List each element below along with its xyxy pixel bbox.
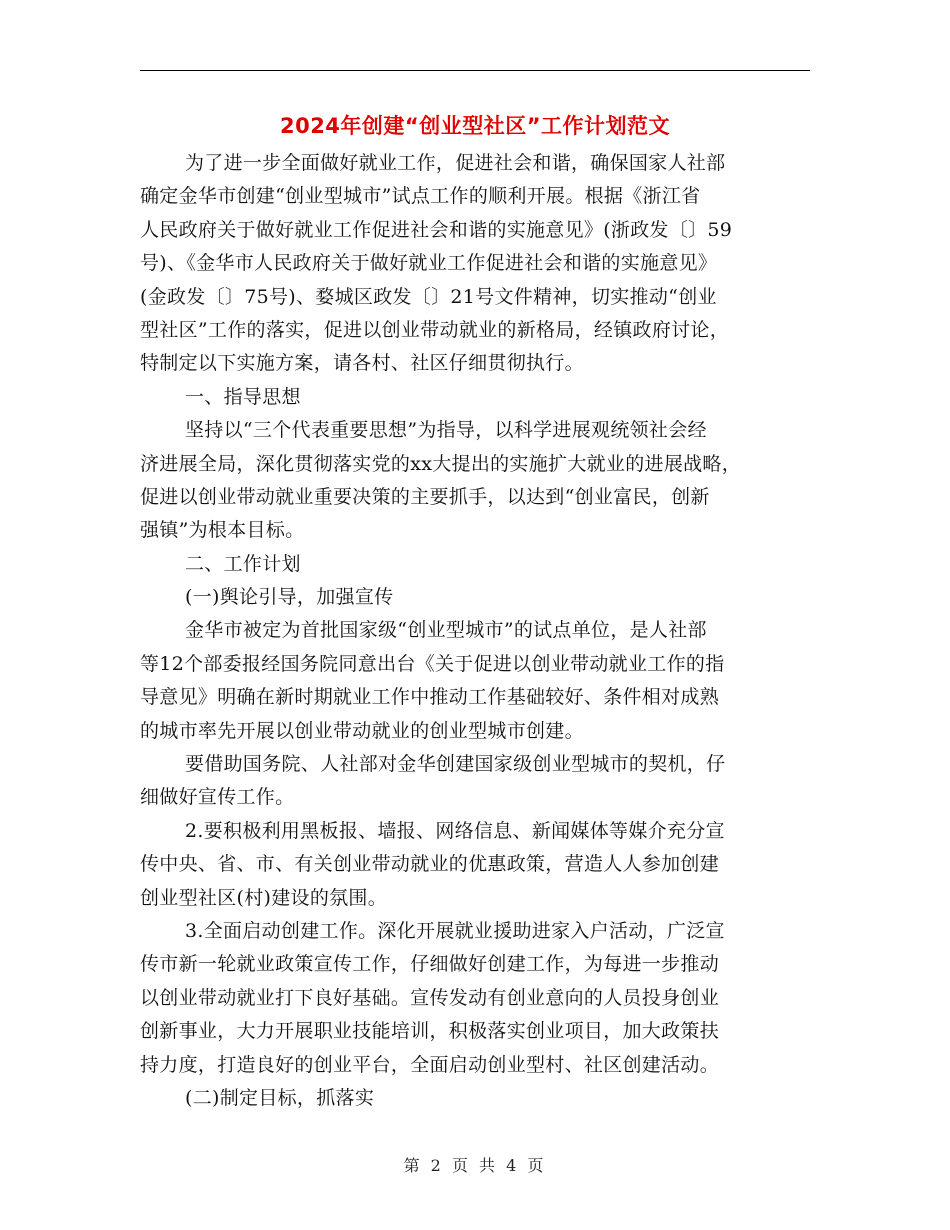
text-line: 细做好宣传工作。	[140, 786, 295, 809]
text-line: 人民政府关于做好就业工作促进社会和谐的实施意见》(浙政发〔〕59	[140, 218, 733, 241]
page-footer: 第 2 页 共 4 页	[403, 1156, 547, 1175]
text-line: 要借助国务院、人社部对金华创建国家级创业型城市的契机，仔	[185, 753, 726, 776]
document-title: 2024年创建“创业型社区”工作计划范文	[279, 114, 671, 138]
text-line: 济进展全局，深化贯彻落实党的xx大提出的实施扩大就业的进展战略，	[140, 452, 742, 475]
document-body	[140, 147, 812, 1115]
header-rule	[140, 70, 810, 71]
text-line: 创新事业，大力开展职业技能培训，积极落实创业项目，加大政策扶	[140, 1020, 720, 1043]
text-line: 一、指导思想	[185, 385, 301, 408]
text-line: (一)舆论引导，加强宣传	[185, 586, 394, 609]
text-line: 型社区”工作的落实，促进以创业带动就业的新格局，经镇政府讨论，	[140, 318, 730, 341]
text-line: 为了进一步全面做好就业工作，促进社会和谐，确保国家人社部	[185, 152, 726, 174]
text-line: 导意见》明确在新时期就业工作中推动工作基础较好、条件相对成熟	[140, 686, 720, 709]
text-line: 等12个部委报经国务院同意出台《关于促进以创业带动就业工作的指	[140, 652, 725, 675]
text-line: 持力度，打造良好的创业平台，全面启动创业型村、社区创建活动。	[140, 1053, 720, 1076]
text-line: 号)、《金华市人民政府关于做好就业工作促进社会和谐的实施意见》	[140, 252, 718, 275]
text-line: 以创业带动就业打下良好基础。宣传发动有创业意向的人员投身创业	[140, 986, 720, 1009]
text-line: 金华市被定为首批国家级“创业型城市”的试点单位，是人社部	[185, 619, 707, 642]
text-line: 传市新一轮就业政策宣传工作，仔细做好创建工作，为每进一步推动	[140, 953, 720, 976]
text-line: 创业型社区(村)建设的氛围。	[140, 886, 388, 909]
text-line: (金政发〔〕75号)、婺城区政发〔〕21号文件精神，切实推动“创业	[140, 285, 717, 308]
text-line: 3.全面启动创建工作。深化开展就业援助进家入户活动，广泛宣	[185, 919, 725, 942]
text-line: 特制定以下实施方案，请各村、社区仔细贯彻执行。	[140, 352, 584, 375]
text-line: 坚持以“三个代表重要思想”为指导，以科学进展观统领社会经	[185, 419, 707, 442]
text-line: 确定金华市创建“创业型城市”试点工作的顺利开展。根据《浙江省	[140, 185, 701, 208]
text-line: 的城市率先开展以创业带动就业的创业型城市创建。	[140, 719, 584, 742]
text-line: (二)制定目标，抓落实	[185, 1086, 375, 1109]
text-line: 传中央、省、市、有关创业带动就业的优惠政策，营造人人参加创建	[140, 853, 720, 876]
text-line: 二、工作计划	[185, 552, 301, 575]
text-line: 2.要积极利用黑板报、墙报、网络信息、新闻媒体等媒介充分宣	[185, 819, 725, 842]
text-line: 促进以创业带动就业重要决策的主要抓手，以达到“创业富民，创新	[140, 485, 710, 508]
text-line: 强镇”为根本目标。	[140, 519, 305, 542]
